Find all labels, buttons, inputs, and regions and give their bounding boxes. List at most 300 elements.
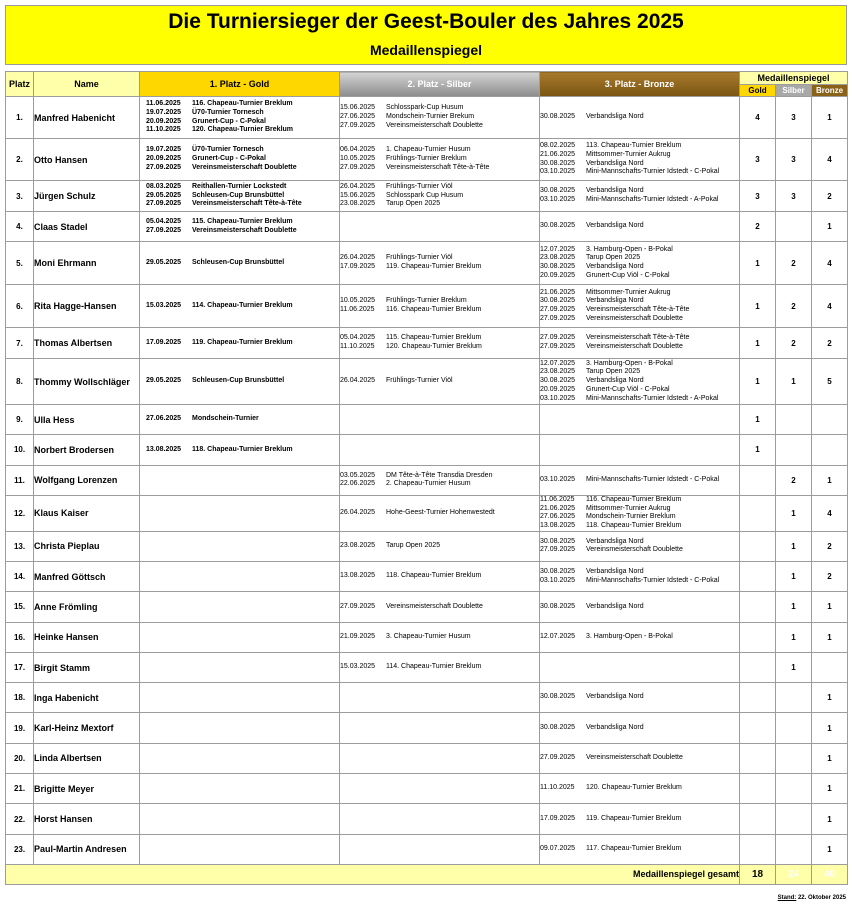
- event-date: 27.09.2025: [340, 602, 376, 610]
- event-entry: [540, 222, 739, 231]
- event-entry: [540, 522, 739, 531]
- gold-events-cell: [140, 435, 340, 465]
- silver-count: [776, 834, 812, 864]
- event-name: Vereinsmeisterschaft Doublette: [386, 602, 483, 610]
- event-entry: [540, 343, 739, 352]
- event-date: 08.03.2025: [146, 182, 182, 190]
- gold-events-cell: [140, 495, 340, 531]
- col-header-name: Name: [34, 72, 140, 97]
- event-date: 27.09.2025: [540, 334, 576, 342]
- silver-count: 3: [776, 97, 812, 139]
- player-name: Christa Pieplau: [34, 531, 140, 561]
- player-name: Wolfgang Lorenzen: [34, 465, 140, 495]
- gold-events-cell: [140, 562, 340, 592]
- event-name: Frühlings-Turnier Breklum: [386, 297, 467, 305]
- silver-events-cell: [340, 713, 540, 743]
- event-entry: [146, 126, 339, 135]
- bronze-count: 1: [812, 592, 848, 622]
- event-entry: [340, 113, 539, 122]
- stand-label: Stand:: [777, 895, 797, 901]
- event-name: Verbandsliga Nord: [586, 567, 644, 575]
- bronze-events-cell: [540, 97, 740, 139]
- silver-events-cell: [340, 212, 540, 242]
- event-entry: [540, 368, 739, 377]
- event-name: Grunert-Cup - C-Pokal: [192, 155, 266, 163]
- event-date: 23.08.2025: [340, 200, 376, 208]
- event-entry: [540, 315, 739, 324]
- bronze-events-cell: [540, 834, 740, 864]
- event-entry: [340, 263, 539, 272]
- event-name: Vereinsmeisterschaft Doublette: [586, 343, 683, 350]
- gold-events-cell: [140, 834, 340, 864]
- player-name: Claas Stadel: [34, 212, 140, 242]
- table-row: [6, 495, 848, 531]
- event-entry: [540, 160, 739, 169]
- silver-events-cell: [340, 683, 540, 713]
- col-header-platz: Platz: [6, 72, 34, 97]
- event-entry: [540, 196, 739, 205]
- event-entry: [340, 343, 539, 352]
- event-entry: [540, 815, 739, 824]
- event-entry: [340, 104, 539, 113]
- event-name: Tarup Open 2025: [586, 254, 641, 262]
- gold-events-cell: [140, 285, 340, 328]
- page-title: Die Turniersieger der Geest-Bouler des Jahres 2025: [168, 10, 684, 33]
- silver-events-cell: [340, 181, 540, 212]
- event-name: 3. Hamburg-Open - B-Pokal: [586, 359, 673, 367]
- event-date: 30.08.2025: [540, 377, 576, 385]
- rank-cell: 12.: [6, 495, 34, 531]
- event-entry: [146, 183, 339, 192]
- event-entry: [540, 577, 739, 586]
- event-date: 17.09.2025: [146, 338, 182, 346]
- event-entry: [340, 542, 539, 551]
- event-name: Mittsommer-Turnier Aukrug: [586, 504, 671, 512]
- bronze-count: [812, 405, 848, 435]
- player-name: Linda Albertsen: [34, 743, 140, 773]
- table-row: [6, 804, 848, 834]
- bronze-events-cell: [540, 562, 740, 592]
- bronze-count: 4: [812, 495, 848, 531]
- event-name: Schlosspark Cup Husum: [386, 191, 464, 199]
- table-row: [6, 713, 848, 743]
- event-name: Tarup Open 2025: [386, 200, 441, 208]
- event-entry: [540, 386, 739, 395]
- gold-count: [740, 495, 776, 531]
- event-date: 21.06.2025: [540, 150, 576, 158]
- silver-count: 1: [776, 592, 812, 622]
- event-entry: [540, 568, 739, 577]
- bronze-events-cell: [540, 592, 740, 622]
- silver-count: [776, 743, 812, 773]
- event-name: Frühlings-Turnier Viöl: [386, 254, 453, 262]
- event-date: 08.02.2025: [540, 142, 576, 150]
- bronze-count: [812, 435, 848, 465]
- gold-events-cell: [140, 531, 340, 561]
- bronze-count: 1: [812, 834, 848, 864]
- silver-events-cell: [340, 743, 540, 773]
- silver-count: 1: [776, 495, 812, 531]
- event-name: Verbandsliga Nord: [586, 723, 644, 731]
- event-name: 1. Chapeau-Turnier Husum: [386, 146, 471, 154]
- event-name: Grunert-Cup Viöl - C-Pokal: [586, 385, 670, 393]
- event-name: 3. Chapeau-Turnier Husum: [386, 632, 471, 640]
- rank-cell: 9.: [6, 405, 34, 435]
- event-date: 27.09.2025: [146, 226, 182, 234]
- event-name: Frühlings-Turnier Breklum: [386, 155, 467, 163]
- event-name: Frühlings-Turnier Viöl: [386, 182, 453, 190]
- event-date: 21.09.2025: [340, 632, 376, 640]
- silver-count: 2: [776, 465, 812, 495]
- event-name: Ü70-Turnier Tornesch: [192, 146, 264, 154]
- event-name: Tarup Open 2025: [386, 542, 441, 549]
- gold-events-cell: [140, 212, 340, 242]
- silver-events-cell: [340, 804, 540, 834]
- event-date: 11.10.2025: [540, 784, 575, 792]
- silver-events-cell: [340, 592, 540, 622]
- player-name: Klaus Kaiser: [34, 495, 140, 531]
- bronze-count: 2: [812, 181, 848, 212]
- event-date: 20.09.2025: [146, 155, 182, 163]
- event-name: Vereinsmeisterschaft Tête-à-Tête: [586, 306, 690, 313]
- event-date: 15.03.2025: [146, 301, 182, 309]
- event-entry: [146, 377, 339, 386]
- rank-cell: 23.: [6, 834, 34, 864]
- col-header-medal-silver: Silber: [776, 85, 812, 97]
- event-name: Verbandsliga Nord: [586, 297, 644, 305]
- rank-cell: 8.: [6, 359, 34, 405]
- event-date: 23.08.2025: [540, 368, 576, 376]
- event-name: 120. Chapeau-Turnier Breklum: [192, 126, 294, 134]
- event-date: 21.06.2025: [540, 288, 576, 296]
- rank-cell: 5.: [6, 242, 34, 285]
- bronze-count: 1: [812, 804, 848, 834]
- gold-events-cell: [140, 97, 340, 139]
- event-name: 116. Chapeau-Turnier Breklum: [586, 495, 682, 503]
- gold-count: [740, 713, 776, 743]
- bronze-events-cell: [540, 285, 740, 328]
- event-name: Reithallen-Turnier Lockstedt: [192, 182, 287, 190]
- event-date: 03.10.2025: [540, 168, 576, 176]
- event-entry: [340, 633, 539, 642]
- event-date: 27.09.2025: [146, 200, 182, 208]
- event-name: Verbandsliga Nord: [586, 602, 644, 610]
- player-name: Norbert Brodersen: [34, 435, 140, 465]
- event-date: 27.09.2025: [146, 163, 182, 171]
- bronze-events-cell: [540, 495, 740, 531]
- event-date: 23.08.2025: [540, 254, 576, 262]
- event-date: 13.08.2025: [340, 572, 376, 580]
- player-name: Moni Ehrmann: [34, 242, 140, 285]
- event-entry: [340, 164, 539, 173]
- event-entry: [540, 538, 739, 547]
- event-entry: [540, 113, 739, 122]
- event-name: Vereinsmeisterschaft Tête-à-Tête: [192, 200, 302, 208]
- event-date: 26.04.2025: [340, 254, 376, 262]
- silver-count: [776, 212, 812, 242]
- table-row: [6, 774, 848, 804]
- silver-events-cell: [340, 328, 540, 359]
- silver-count: [776, 435, 812, 465]
- event-name: 118. Chapeau-Turnier Breklum: [386, 572, 482, 580]
- event-name: Verbandsliga Nord: [586, 187, 644, 195]
- silver-count: 1: [776, 652, 812, 682]
- medal-table: [5, 71, 848, 885]
- table-row: [6, 683, 848, 713]
- event-entry: [540, 334, 739, 343]
- event-entry: [146, 415, 339, 424]
- col-header-silver: 2. Platz - Silber: [340, 72, 540, 97]
- event-date: 23.08.2025: [340, 542, 376, 549]
- header-row: [6, 72, 848, 85]
- event-date: 27.09.2025: [540, 754, 576, 762]
- silver-events-cell: [340, 359, 540, 405]
- event-name: 120. Chapeau-Turnier Breklum: [586, 784, 682, 792]
- col-header-bronze: 3. Platz - Bronze: [540, 72, 740, 97]
- event-entry: [340, 603, 539, 612]
- table-row: [6, 405, 848, 435]
- event-name: Ü70-Turnier Tornesch: [192, 108, 264, 116]
- silver-events-cell: [340, 139, 540, 181]
- bronze-events-cell: [540, 465, 740, 495]
- gold-count: 1: [740, 359, 776, 405]
- silver-events-cell: [340, 774, 540, 804]
- gold-count: [740, 562, 776, 592]
- event-entry: [540, 513, 739, 522]
- event-name: Grunert-Cup - C-Pokal: [192, 117, 266, 125]
- rank-cell: 20.: [6, 743, 34, 773]
- rank-cell: 6.: [6, 285, 34, 328]
- gold-events-cell: [140, 652, 340, 682]
- event-date: 20.09.2025: [146, 117, 182, 125]
- gold-count: 1: [740, 435, 776, 465]
- bronze-count: 2: [812, 328, 848, 359]
- player-name: Horst Hansen: [34, 804, 140, 834]
- table-row: [6, 743, 848, 773]
- event-name: Schlosspark-Cup Husum: [386, 104, 464, 112]
- event-entry: [340, 377, 539, 386]
- bronze-events-cell: [540, 242, 740, 285]
- event-date: 29.05.2025: [146, 258, 182, 266]
- silver-events-cell: [340, 285, 540, 328]
- event-name: Mondschein-Turnier Breklum: [586, 513, 676, 521]
- event-name: Grunert-Cup Viöl - C-Pokal: [586, 271, 670, 279]
- gold-events-cell: [140, 405, 340, 435]
- table-row: [6, 328, 848, 359]
- event-date: 30.08.2025: [540, 222, 576, 230]
- event-date: 26.04.2025: [340, 182, 376, 190]
- event-entry: [146, 259, 339, 268]
- event-name: Schleusen-Cup Brunsbüttel: [192, 191, 285, 199]
- gold-events-cell: [140, 713, 340, 743]
- event-date: 11.06.2025: [340, 306, 375, 313]
- event-name: Vereinsmeisterschaft Doublette: [586, 546, 683, 554]
- player-name: Manfred Habenicht: [34, 97, 140, 139]
- bronze-count: 4: [812, 139, 848, 181]
- event-date: 15.06.2025: [340, 191, 376, 199]
- event-date: 30.08.2025: [540, 567, 576, 575]
- total-silver: 24: [776, 864, 812, 884]
- event-name: Verbandsliga Nord: [586, 159, 644, 167]
- player-name: Inga Habenicht: [34, 683, 140, 713]
- stand-footer: [778, 895, 846, 901]
- event-entry: [540, 754, 739, 763]
- bronze-events-cell: [540, 713, 740, 743]
- event-date: 03.05.2025: [340, 471, 376, 479]
- gold-count: [740, 465, 776, 495]
- event-name: Mini-Mannschafts-Turnier Idstedt - C-Pokal: [586, 576, 720, 584]
- silver-count: [776, 405, 812, 435]
- silver-events-cell: [340, 562, 540, 592]
- event-entry: [540, 151, 739, 160]
- gold-count: 1: [740, 328, 776, 359]
- event-entry: [340, 192, 539, 201]
- event-name: Vereinsmeisterschaft Tête-à-Tête: [386, 163, 490, 171]
- event-date: 10.05.2025: [340, 297, 376, 305]
- event-entry: [540, 395, 739, 404]
- bronze-count: 1: [812, 622, 848, 652]
- silver-count: [776, 713, 812, 743]
- event-entry: [340, 663, 539, 672]
- event-date: 17.09.2025: [540, 814, 576, 822]
- event-date: 11.10.2025: [146, 126, 181, 134]
- event-name: Verbandsliga Nord: [586, 263, 644, 270]
- silver-events-cell: [340, 97, 540, 139]
- silver-events-cell: [340, 652, 540, 682]
- gold-count: [740, 774, 776, 804]
- event-entry: [540, 360, 739, 369]
- silver-count: 2: [776, 242, 812, 285]
- table-row: [6, 212, 848, 242]
- silver-count: 3: [776, 181, 812, 212]
- event-date: 15.06.2025: [340, 104, 376, 112]
- gold-count: [740, 652, 776, 682]
- player-name: Thommy Wollschläger: [34, 359, 140, 405]
- silver-count: 1: [776, 562, 812, 592]
- player-name: Paul-Martin Andresen: [34, 834, 140, 864]
- event-name: Schleusen-Cup Brunsbüttel: [192, 377, 285, 385]
- event-date: 20.09.2025: [540, 385, 576, 393]
- event-entry: [540, 724, 739, 733]
- event-date: 19.07.2025: [146, 146, 182, 154]
- event-name: 120. Chapeau-Turnier Breklum: [386, 343, 482, 350]
- silver-events-cell: [340, 531, 540, 561]
- event-date: 30.08.2025: [540, 159, 576, 167]
- event-date: 22.06.2025: [340, 480, 376, 488]
- gold-count: 3: [740, 139, 776, 181]
- event-entry: [146, 302, 339, 311]
- gold-count: 4: [740, 97, 776, 139]
- event-date: 27.09.2025: [540, 546, 576, 554]
- table-row: [6, 97, 848, 139]
- event-entry: [146, 164, 339, 173]
- silver-events-cell: [340, 242, 540, 285]
- table-row: [6, 592, 848, 622]
- rank-cell: 14.: [6, 562, 34, 592]
- event-entry: [146, 146, 339, 155]
- event-name: 3. Hamburg-Open - B-Pokal: [586, 632, 673, 640]
- event-entry: [540, 142, 739, 151]
- rank-cell: 15.: [6, 592, 34, 622]
- bronze-events-cell: [540, 683, 740, 713]
- event-entry: [146, 227, 339, 236]
- rank-cell: 1.: [6, 97, 34, 139]
- event-date: 17.09.2025: [340, 263, 376, 270]
- event-entry: [146, 109, 339, 118]
- event-date: 27.06.2025: [146, 415, 182, 423]
- total-bronze: 40: [812, 864, 848, 884]
- event-name: Vereinsmeisterschaft Doublette: [386, 121, 483, 129]
- gold-count: [740, 622, 776, 652]
- event-name: Vereinsmeisterschaft Doublette: [586, 314, 683, 322]
- rank-cell: 11.: [6, 465, 34, 495]
- event-entry: [340, 306, 539, 315]
- player-name: Heinke Hansen: [34, 622, 140, 652]
- event-name: Verbandsliga Nord: [586, 693, 644, 701]
- event-entry: [340, 122, 539, 131]
- bronze-count: 5: [812, 359, 848, 405]
- event-date: 03.10.2025: [540, 394, 576, 402]
- rank-cell: 22.: [6, 804, 34, 834]
- bronze-events-cell: [540, 359, 740, 405]
- event-entry: [340, 146, 539, 155]
- event-entry: [540, 784, 739, 793]
- event-name: Hohe-Geest-Turnier Hohenwestedt: [386, 508, 495, 516]
- event-date: 03.10.2025: [540, 475, 576, 483]
- event-date: 29.05.2025: [146, 377, 182, 385]
- gold-events-cell: [140, 359, 340, 405]
- event-date: 26.04.2025: [340, 377, 376, 385]
- event-date: 30.08.2025: [540, 723, 576, 731]
- silver-count: 2: [776, 285, 812, 328]
- event-date: 06.04.2025: [340, 146, 376, 154]
- event-name: Verbandsliga Nord: [586, 537, 644, 545]
- event-entry: [146, 192, 339, 201]
- bronze-events-cell: [540, 531, 740, 561]
- event-date: 27.09.2025: [340, 163, 376, 171]
- event-name: Vereinsmeisterschaft Doublette: [192, 226, 297, 234]
- gold-count: [740, 804, 776, 834]
- rank-cell: 4.: [6, 212, 34, 242]
- silver-events-cell: [340, 495, 540, 531]
- event-entry: [540, 168, 739, 177]
- title-banner: [5, 5, 847, 65]
- event-date: 30.08.2025: [540, 537, 576, 545]
- table-row: [6, 242, 848, 285]
- event-entry: [540, 496, 739, 505]
- event-name: 116. Chapeau-Turnier Breklum: [386, 306, 482, 313]
- event-name: 2. Chapeau-Turnier Husum: [386, 480, 471, 488]
- event-name: Mini-Mannschafts-Turnier Idstedt - A-Pokal: [586, 196, 719, 203]
- event-name: Mondschein-Turnier: [192, 415, 259, 423]
- event-date: 27.06.2025: [540, 513, 576, 521]
- event-entry: [540, 693, 739, 702]
- event-entry: [540, 187, 739, 196]
- event-date: 09.07.2025: [540, 844, 576, 852]
- table-row: [6, 531, 848, 561]
- event-entry: [146, 100, 339, 109]
- table-row: [6, 465, 848, 495]
- event-date: 11.10.2025: [340, 343, 375, 350]
- bronze-events-cell: [540, 212, 740, 242]
- event-name: Verbandsliga Nord: [586, 222, 644, 230]
- event-date: 26.04.2025: [340, 508, 376, 516]
- gold-count: [740, 834, 776, 864]
- gold-events-cell: [140, 465, 340, 495]
- event-date: 03.10.2025: [540, 196, 576, 203]
- event-entry: [540, 546, 739, 555]
- bronze-count: [812, 652, 848, 682]
